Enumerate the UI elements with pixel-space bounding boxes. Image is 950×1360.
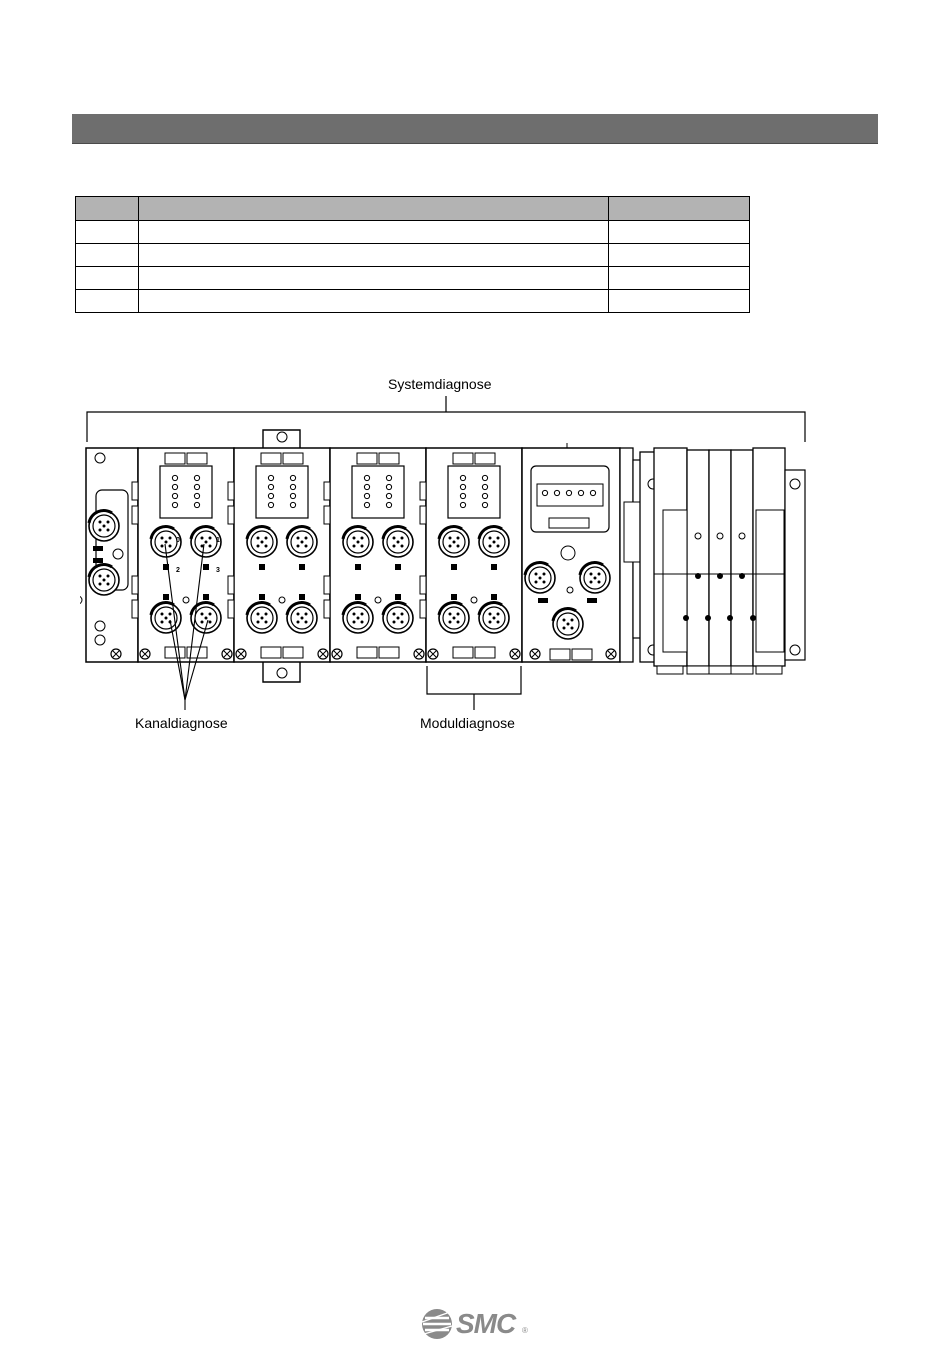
- table-cell: [76, 244, 139, 267]
- table-cell: [139, 290, 609, 313]
- table-row: [76, 290, 750, 313]
- table-cell: [609, 221, 750, 244]
- diagnosis-figure: [80, 370, 820, 740]
- smc-logo-text: SMC: [456, 1308, 516, 1339]
- port-label-2: 2: [176, 567, 180, 574]
- diagnosis-table: [75, 196, 750, 313]
- channel-diagnosis-label: Kanaldiagnose: [135, 715, 228, 731]
- table-cell: [76, 290, 139, 313]
- port-label-3: 3: [216, 567, 220, 574]
- table-row: [76, 221, 750, 244]
- table-cell: [609, 244, 750, 267]
- table-header-cell: [139, 197, 609, 221]
- table-row: [76, 244, 750, 267]
- system-diagnosis-label: Systemdiagnose: [388, 376, 492, 392]
- table-cell: [139, 267, 609, 290]
- section-title: [72, 114, 878, 124]
- table-header-row: [76, 197, 750, 221]
- table-cell: [139, 221, 609, 244]
- table-cell: [609, 267, 750, 290]
- table-cell: [76, 221, 139, 244]
- table-header-cell: [76, 197, 139, 221]
- section-header-bar: [72, 114, 878, 144]
- table-cell: [139, 244, 609, 267]
- manifold-drawing: [80, 370, 820, 710]
- table-cell: [609, 290, 750, 313]
- module-diagnosis-label: Moduldiagnose: [420, 715, 515, 731]
- table-cell: [76, 267, 139, 290]
- smc-logo: [420, 1306, 532, 1342]
- registered-mark: ®: [522, 1326, 528, 1335]
- port-label-0: 0: [176, 537, 180, 544]
- table-header-cell: [609, 197, 750, 221]
- table-row: [76, 267, 750, 290]
- port-label-1: 1: [216, 537, 220, 544]
